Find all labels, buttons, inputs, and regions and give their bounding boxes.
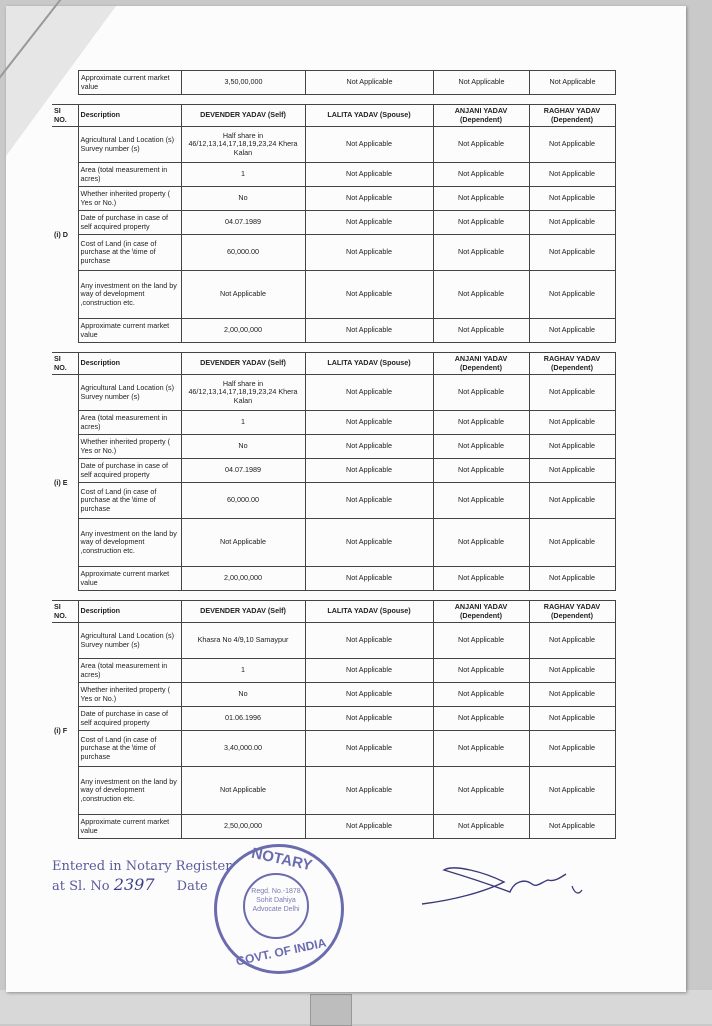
row-description: Any investment on the land by way of development ,construction etc.	[78, 519, 181, 567]
dependent1-value: Not Applicable	[433, 483, 529, 519]
dependent2-value: Not Applicable	[529, 815, 615, 839]
self-value: Khasra No 4/9,10 Samaypur	[181, 623, 305, 659]
header-dependent1: ANJANI YADAV (Dependent)	[433, 353, 529, 375]
table-row	[52, 623, 615, 659]
dependent2-value: Not Applicable	[529, 211, 615, 235]
dependent1-value: Not Applicable	[433, 459, 529, 483]
dependent1-value: Not Applicable	[433, 731, 529, 767]
self-value: 04.07.1989	[181, 459, 305, 483]
row-description: Cost of Land (in case of purchase at the \time of purchase	[78, 483, 181, 519]
spouse-value: Not Applicable	[305, 411, 433, 435]
self-value: 01.06.1996	[181, 707, 305, 731]
self-value: No	[181, 187, 305, 211]
dependent2-value: Not Applicable	[529, 235, 615, 271]
dependent1-value: Not Applicable	[433, 319, 529, 343]
row-description: Date of purchase in case of self acquired property	[78, 211, 181, 235]
dependent1-value: Not Applicable	[433, 435, 529, 459]
row-description: Whether inherited property ( Yes or No.)	[78, 435, 181, 459]
section-id: (i) F	[52, 623, 78, 839]
row-description: Agricultural Land Location (s) Survey number (s)	[78, 375, 181, 411]
dependent2-value: Not Applicable	[529, 707, 615, 731]
dependent2-value: Not Applicable	[529, 567, 615, 591]
spouse-value: Not Applicable	[305, 375, 433, 411]
row-description: Agricultural Land Location (s) Survey number (s)	[78, 127, 181, 163]
dependent1-value: Not Applicable	[433, 659, 529, 683]
stamp-inner-text: Regd. No.-1878 Sohit Dahiya Advocate Delhi	[243, 873, 309, 939]
self-value: Half share in 46/12,13,14,17,18,19,23,24 Khera Kalan	[181, 375, 305, 411]
row-description: Any investment on the land by way of development ,construction etc.	[78, 271, 181, 319]
dependent2-value: Not Applicable	[529, 271, 615, 319]
dependent1-value: Not Applicable	[433, 375, 529, 411]
table-row	[52, 163, 615, 187]
row-description: Date of purchase in case of self acquired property	[78, 707, 181, 731]
document-page	[6, 6, 686, 992]
dependent1-value: Not Applicable	[433, 163, 529, 187]
self-value: Not Applicable	[181, 767, 305, 815]
spouse-value: Not Applicable	[305, 623, 433, 659]
spouse-value: Not Applicable	[305, 519, 433, 567]
dependent2-value: Not Applicable	[529, 683, 615, 707]
table-row	[52, 127, 615, 163]
dependent2-value: Not Applicable	[529, 163, 615, 187]
dependent2-value: Not Applicable	[529, 319, 615, 343]
stamp-bottom-text: GOVT. OF INDIA	[234, 935, 328, 969]
section-id: (i) E	[52, 375, 78, 591]
dependent2-value: Not Applicable	[529, 731, 615, 767]
spouse-value: Not Applicable	[305, 271, 433, 319]
header-slno: SI NO.	[52, 105, 78, 127]
dependent1-value: Not Applicable	[433, 235, 529, 271]
row-description: Approximate current market value	[78, 319, 181, 343]
spouse-value: Not Applicable	[306, 71, 434, 95]
self-value: Not Applicable	[181, 271, 305, 319]
self-value: No	[181, 683, 305, 707]
section-id: (i) D	[52, 127, 78, 343]
dependent2-value: Not Applicable	[529, 411, 615, 435]
spouse-value: Not Applicable	[305, 567, 433, 591]
table-row	[52, 187, 615, 211]
header-description: Description	[78, 601, 181, 623]
dependent1-value: Not Applicable	[433, 567, 529, 591]
notary-sl-label: at Sl. No	[52, 879, 110, 894]
dependent2-value: Not Applicable	[529, 519, 615, 567]
self-value: 1	[181, 659, 305, 683]
header-dependent2: RAGHAV YADAV (Dependent)	[529, 601, 615, 623]
table-row	[52, 319, 615, 343]
table-row	[52, 731, 615, 767]
dependent1-value: Not Applicable	[433, 211, 529, 235]
land-section-table	[52, 600, 616, 839]
spouse-value: Not Applicable	[305, 127, 433, 163]
row-description: Area (total measurement in acres)	[78, 411, 181, 435]
row-description: Any investment on the land by way of development ,construction etc.	[78, 767, 181, 815]
row-description: Cost of Land (in case of purchase at the \time of purchase	[78, 731, 181, 767]
row-description: Whether inherited property ( Yes or No.)	[78, 683, 181, 707]
table-row	[52, 411, 615, 435]
spouse-value: Not Applicable	[305, 459, 433, 483]
self-value: 60,000.00	[181, 235, 305, 271]
dependent2-value: Not Applicable	[529, 767, 615, 815]
notary-sl-number: 2397	[113, 875, 155, 894]
self-value: 2,00,00,000	[181, 567, 305, 591]
top-partial-table	[78, 70, 616, 95]
spouse-value: Not Applicable	[305, 731, 433, 767]
dependent2-value: Not Applicable	[529, 623, 615, 659]
spouse-value: Not Applicable	[305, 767, 433, 815]
header-dependent1: ANJANI YADAV (Dependent)	[433, 105, 529, 127]
table-row	[52, 815, 615, 839]
header-row	[52, 105, 615, 127]
table-row	[52, 211, 615, 235]
dependent1-value: Not Applicable	[433, 815, 529, 839]
dependent2-value: Not Applicable	[529, 127, 615, 163]
dependent1-value: Not Applicable	[433, 683, 529, 707]
notary-date-label: Date	[176, 879, 208, 894]
header-self: DEVENDER YADAV (Self)	[181, 105, 305, 127]
spouse-value: Not Applicable	[305, 659, 433, 683]
spouse-value: Not Applicable	[305, 211, 433, 235]
table-row	[52, 707, 615, 731]
dependent1-value: Not Applicable	[433, 707, 529, 731]
table-row	[79, 71, 616, 95]
header-dependent2: RAGHAV YADAV (Dependent)	[529, 353, 615, 375]
row-description: Approximate current market value	[78, 567, 181, 591]
row-description: Approximate current market value	[79, 71, 182, 95]
spouse-value: Not Applicable	[305, 483, 433, 519]
table-row	[52, 435, 615, 459]
table-row	[52, 567, 615, 591]
self-value: 3,40,000.00	[181, 731, 305, 767]
dependent2-value: Not Applicable	[529, 483, 615, 519]
self-value: 3,50,00,000	[182, 71, 306, 95]
self-value: Half share in 46/12,13,14,17,18,19,23,24 Khera Kalan	[181, 127, 305, 163]
spouse-value: Not Applicable	[305, 319, 433, 343]
header-self: DEVENDER YADAV (Self)	[181, 353, 305, 375]
header-spouse: LALITA YADAV (Spouse)	[305, 105, 433, 127]
spouse-value: Not Applicable	[305, 163, 433, 187]
self-value: 2,00,00,000	[181, 319, 305, 343]
row-description: Date of purchase in case of self acquired property	[78, 459, 181, 483]
table-row	[52, 235, 615, 271]
header-spouse: LALITA YADAV (Spouse)	[305, 353, 433, 375]
table-row	[52, 483, 615, 519]
table-row	[52, 767, 615, 815]
dependent1-value: Not Applicable	[433, 623, 529, 659]
dependent1-value: Not Applicable	[433, 411, 529, 435]
header-description: Description	[78, 353, 181, 375]
scanner-background	[0, 990, 712, 1024]
notary-register-line2	[52, 875, 208, 894]
header-slno: SI NO.	[52, 601, 78, 623]
row-description: Agricultural Land Location (s) Survey number (s)	[78, 623, 181, 659]
self-value: 1	[181, 411, 305, 435]
table-row	[52, 659, 615, 683]
header-dependent2: RAGHAV YADAV (Dependent)	[529, 105, 615, 127]
stamp-top-text: NOTARY	[249, 844, 314, 875]
spouse-value: Not Applicable	[305, 435, 433, 459]
dependent1-value: Not Applicable	[433, 187, 529, 211]
header-description: Description	[78, 105, 181, 127]
row-description: Approximate current market value	[78, 815, 181, 839]
table-row	[52, 271, 615, 319]
land-section-table	[52, 352, 616, 591]
dependent2-value: Not Applicable	[529, 375, 615, 411]
binder-clip	[310, 994, 352, 1026]
spouse-value: Not Applicable	[305, 707, 433, 731]
spouse-value: Not Applicable	[305, 683, 433, 707]
signature	[414, 852, 584, 916]
row-description: Area (total measurement in acres)	[78, 163, 181, 187]
dependent1-value: Not Applicable	[433, 519, 529, 567]
header-dependent1: ANJANI YADAV (Dependent)	[433, 601, 529, 623]
dependent2-value: Not Applicable	[530, 71, 616, 95]
self-value: 04.07.1989	[181, 211, 305, 235]
row-description: Whether inherited property ( Yes or No.)	[78, 187, 181, 211]
header-slno: SI NO.	[52, 353, 78, 375]
table-row	[52, 683, 615, 707]
dependent1-value: Not Applicable	[433, 127, 529, 163]
spouse-value: Not Applicable	[305, 187, 433, 211]
notary-stamp	[214, 844, 344, 974]
dependent2-value: Not Applicable	[529, 435, 615, 459]
header-row	[52, 601, 615, 623]
row-description: Area (total measurement in acres)	[78, 659, 181, 683]
table-row	[52, 459, 615, 483]
self-value: Not Applicable	[181, 519, 305, 567]
header-row	[52, 353, 615, 375]
notary-register-line1: Entered in Notary Register	[52, 859, 232, 874]
table-row	[52, 519, 615, 567]
dependent1-value: Not Applicable	[433, 271, 529, 319]
spouse-value: Not Applicable	[305, 235, 433, 271]
header-spouse: LALITA YADAV (Spouse)	[305, 601, 433, 623]
dependent2-value: Not Applicable	[529, 187, 615, 211]
land-section-table	[52, 104, 616, 343]
self-value: 2,50,00,000	[181, 815, 305, 839]
self-value: 60,000.00	[181, 483, 305, 519]
self-value: 1	[181, 163, 305, 187]
dependent1-value: Not Applicable	[433, 767, 529, 815]
row-description: Cost of Land (in case of purchase at the \time of purchase	[78, 235, 181, 271]
dependent2-value: Not Applicable	[529, 659, 615, 683]
dependent1-value: Not Applicable	[434, 71, 530, 95]
header-self: DEVENDER YADAV (Self)	[181, 601, 305, 623]
table-row	[52, 375, 615, 411]
dependent2-value: Not Applicable	[529, 459, 615, 483]
self-value: No	[181, 435, 305, 459]
spouse-value: Not Applicable	[305, 815, 433, 839]
